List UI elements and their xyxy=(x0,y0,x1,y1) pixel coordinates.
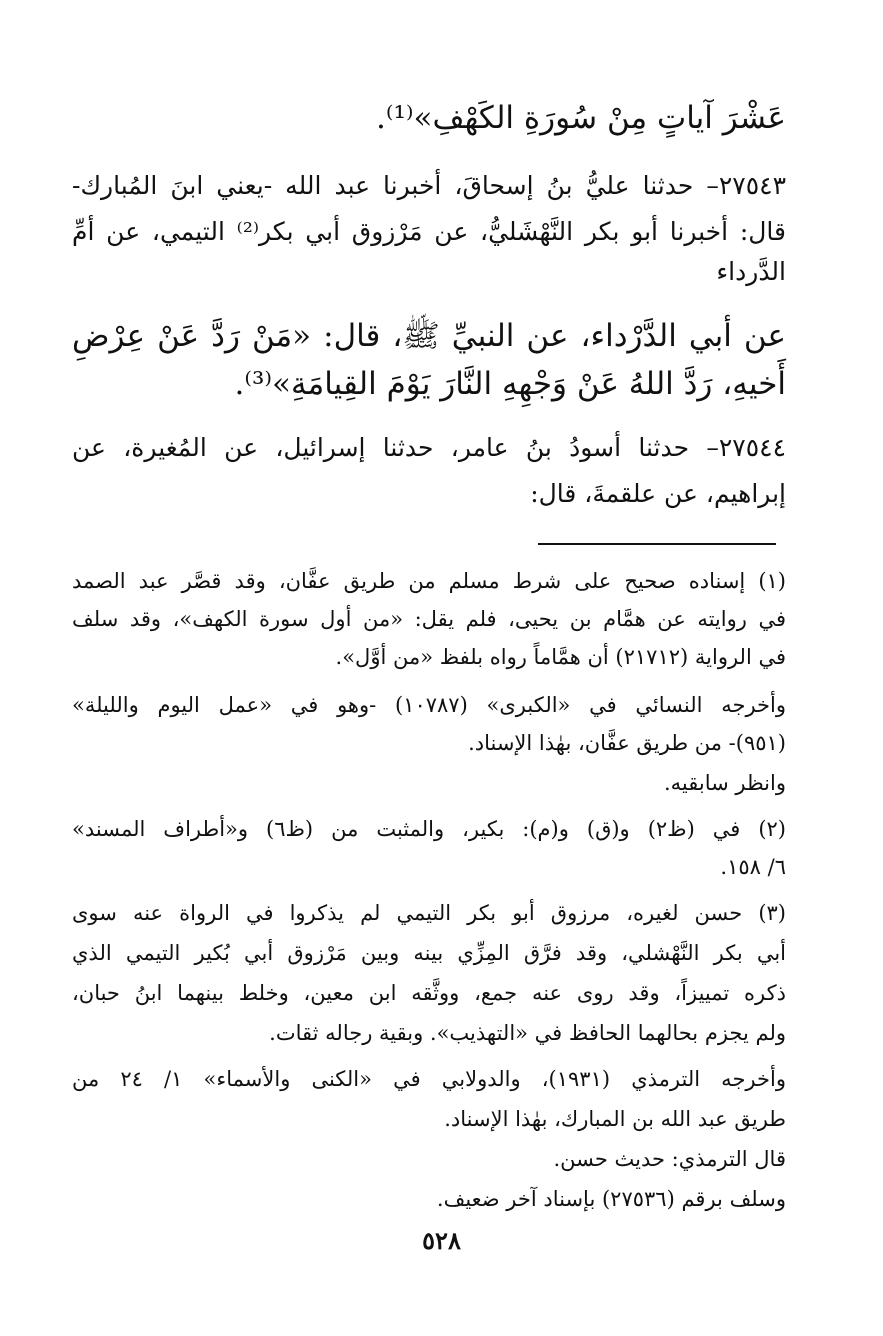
page-number: ٥٢٨ xyxy=(422,1226,461,1255)
hadith-27544-line-1: ٢٧٥٤٤– حدثنا أسودُ بنُ عامر، حدثنا إسرائيل، عن المُغيرة، عن xyxy=(72,433,786,462)
footnote-3-line-1: (٣) حسن لغيره، مرزوق أبو بكر التيمي لم يذكروا في الرواة عنه سوى xyxy=(72,901,786,925)
footnote-1-line-5: (٩٥١)- من طريق عفَّان، بهٰذا الإسناد. xyxy=(468,731,786,755)
hadith-27543-line-3: الدَّرداء xyxy=(716,257,786,286)
footnote-divider xyxy=(538,543,776,545)
footnote-3-line-2: أبي بكر النَّهْشلي، وقد فرَّق المِزِّي بينه وبين مَرْزوق أبي بُكير التيمي الذي xyxy=(72,941,786,965)
footnote-1-line-2: في روايته عن همَّام بن يحيى، فلم يقل: «من أول سورة الكهف»، وقد سلف xyxy=(72,607,786,631)
hadith-matn-line-2: أَخيهِ، رَدَّ اللهُ عَنْ وَجْهِهِ النَّارَ يَوْمَ القِيامَةِ»⁽³⁾. xyxy=(234,366,786,402)
footnote-1-line-1: (١) إسناده صحيح على شرط مسلم من طريق عفَّان، وقد قصَّر عبد الصمد xyxy=(72,569,786,593)
footnote-3-line-3: ذكره تمييزاً، وقد روى عنه جمع، ووثَّقه ابن معين، وخلط بينهما ابنُ حبان، xyxy=(72,981,786,1005)
footnote-3-line-7: قال الترمذي: حديث حسن. xyxy=(553,1147,786,1171)
footnote-2-line-2: ٦/ ١٥٨. xyxy=(720,855,786,879)
main-line-1: عَشْرَ آياتٍ مِنْ سُورَةِ الكَهْفِ»⁽¹⁾. xyxy=(376,100,786,136)
footnote-3-line-5: وأخرجه الترمذي (١٩٣١)، والدولابي في «الكنى والأسماء» ١/ ٢٤ من xyxy=(72,1067,786,1091)
footnote-1-line-3: في الرواية (٢١٧١٢) أن همَّاماً رواه بلفظ «من أوَّل». xyxy=(335,645,786,669)
footnote-1-line-4: وأخرجه النسائي في «الكبرى» (١٠٧٨٧) -وهو في «عمل اليوم والليلة» xyxy=(72,693,786,717)
footnote-3-line-4: ولم يجزم بحالهما الحافظ في «التهذيب». وبقية رجاله ثقات. xyxy=(269,1021,786,1045)
hadith-27543-line-2: قال: أخبرنا أبو بكر النَّهْشَليُّ، عن مَرْزوق أبي بكر⁽²⁾ التيمي، عن أمِّ xyxy=(72,217,786,246)
footnote-3-line-6: طريق عبد الله بن المبارك، بهٰذا الإسناد. xyxy=(444,1107,786,1131)
footnote-2-line-1: (٢) في (ظ٢) و(ق) و(م): بكير، والمثبت من (ظ٦) و«أطراف المسند» xyxy=(72,817,786,841)
footnote-1-line-6: وانظر سابقيه. xyxy=(663,771,786,795)
hadith-27543-line-1: ٢٧٥٤٣– حدثنا عليُّ بنُ إسحاقَ، أخبرنا عبد الله -يعني ابنَ المُبارك- xyxy=(72,171,786,200)
hadith-27544-line-2: إبراهيم، عن علقمةَ، قال: xyxy=(530,479,786,508)
footnote-3-line-8: وسلف برقم (٢٧٥٣٦) بإسناد آخر ضعيف. xyxy=(436,1187,786,1211)
hadith-matn-line-1: عن أبي الدَّرْداء، عن النبيِّ ﷺ، قال: «مَنْ رَدَّ عَنْ عِرْضِ xyxy=(72,318,786,354)
